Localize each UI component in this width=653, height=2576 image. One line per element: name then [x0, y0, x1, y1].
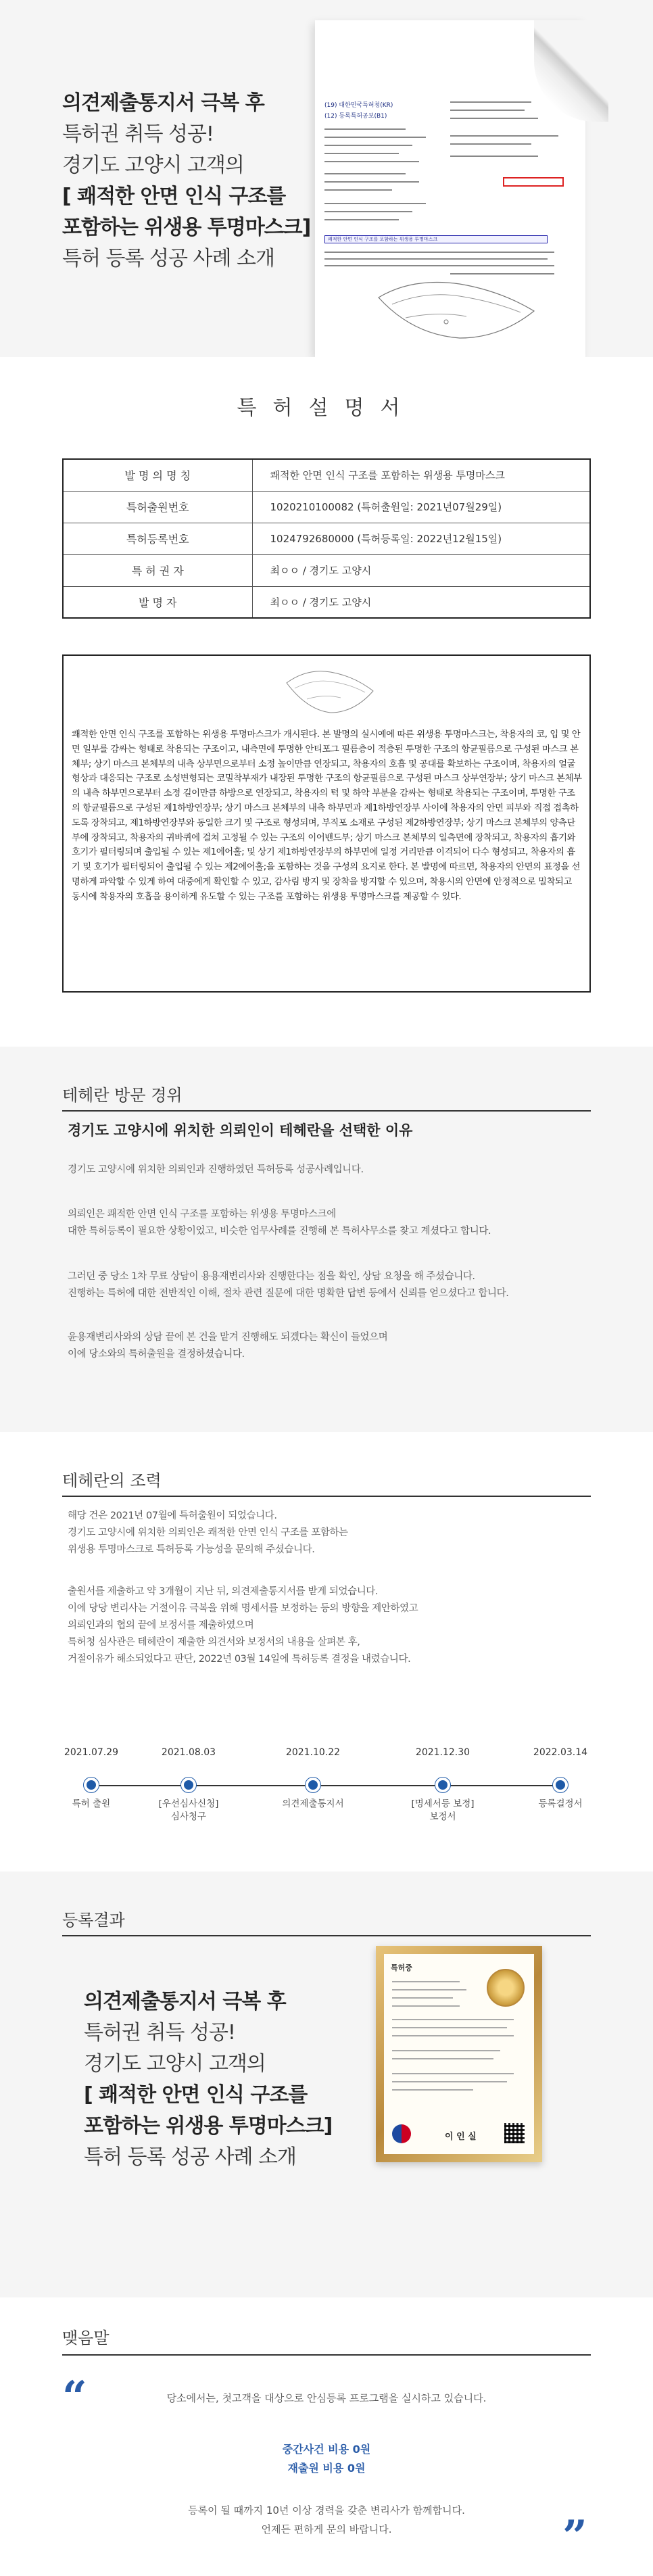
paragraph-line: 그러던 중 당소 1차 무료 상담이 용용재변리사와 진행한다는 점을 확인, 상담 요청을 해 주셨습니다. — [68, 1271, 475, 1282]
timeline-date: 2021.07.29 — [64, 1747, 119, 1758]
timeline — [62, 1744, 591, 1822]
paragraph — [68, 1329, 595, 1363]
certificate-frame — [376, 1946, 542, 2162]
close-quote-icon: ” — [562, 2511, 587, 2562]
hero-line: 특허권 취득 성공! — [62, 122, 214, 146]
hero-line: 경기도 고양시 고객의 — [62, 153, 244, 177]
doc-title-1: (19) 대한민국특허청(KR) — [324, 102, 393, 109]
help-section — [0, 1432, 653, 1871]
hero-section — [0, 0, 653, 357]
paragraph-line: 이에 당소와의 특허출원을 결정하셨습니다. — [68, 1349, 245, 1360]
timeline-label: [우선심사신청] — [158, 1798, 219, 1809]
result-line: 의견제출통지서 극복 후 — [84, 1990, 286, 2013]
gold-seal-icon — [487, 1969, 525, 2007]
paragraph-line: 위생용 투명마스크로 특허등록 가능성을 문의해 주셨습니다. — [68, 1544, 315, 1555]
doc-title-bar: 쾌적한 안면 인식 구조를 포함하는 위생용 투명마스크 — [324, 235, 548, 243]
timeline-label: 의견제출통지서 — [282, 1798, 344, 1809]
section-heading: 맺음말 — [62, 2329, 110, 2347]
timeline-label: 등록결정서 — [538, 1798, 583, 1809]
spec-value: 1020210100082 (특허출원일: 2021년07월29일) — [252, 491, 590, 523]
certificate-signature: 이 인 실 — [445, 2132, 477, 2142]
paragraph-line: 경기도 고양시에 위치한 의뢰인과 진행하였던 특허등록 성공사례입니다. — [68, 1164, 364, 1175]
paragraph-line: 이에 당당 변리사는 거절이유 극복을 위해 명세서를 보정하는 등의 방향을 제안하였고 — [68, 1603, 418, 1614]
timeline-label: [명세서등 보정] — [411, 1798, 475, 1809]
result-line: 포함하는 위생용 투명마스크] — [84, 2114, 333, 2138]
section-divider — [62, 1496, 591, 1497]
result-line: [ 쾌적한 안면 인식 구조를 — [84, 2083, 308, 2107]
paragraph — [68, 1162, 595, 1178]
section-divider — [62, 1935, 591, 1936]
spec-value: 쾌적한 안면 인식 구조를 포함하는 위생용 투명마스크 — [252, 459, 590, 491]
open-quote-icon: “ — [62, 2372, 87, 2423]
paragraph-line: 특허청 심사관은 테헤란이 제출한 의견서와 보정서의 내용을 살펴본 후, — [68, 1637, 360, 1648]
spec-value: 최ㅇㅇ / 경기도 고양시 — [252, 586, 590, 618]
closing-section — [0, 2297, 653, 2576]
timeline-label: 특허 출원 — [72, 1798, 111, 1809]
paragraph-line: 의뢰인은 쾌적한 안면 인식 구조를 포함하는 위생용 투명마스크에 — [68, 1209, 336, 1220]
spec-title: 특허설명서 — [237, 396, 416, 420]
mask-drawing — [280, 663, 381, 723]
timeline-item — [145, 1744, 233, 1823]
timeline-dot — [553, 1778, 568, 1792]
table-row — [63, 491, 590, 523]
spec-label: 특허출원번호 — [63, 491, 252, 523]
mask-drawing — [365, 270, 554, 352]
abstract-box — [62, 654, 591, 993]
closing-highlight: 중간사건 비용 0원 — [282, 2443, 371, 2456]
paragraph — [68, 1583, 595, 1668]
result-line: 특허권 취득 성공! — [84, 2021, 235, 2045]
result-copy — [84, 1986, 381, 2173]
section-heading: 테헤란의 조력 — [62, 1471, 162, 1490]
result-line: 특허 등록 성공 사례 소개 — [84, 2145, 296, 2169]
timeline-date: 2021.12.30 — [415, 1747, 470, 1758]
table-row — [63, 523, 590, 554]
spec-label: 발 명 자 — [63, 586, 252, 618]
spec-label: 특 허 권 자 — [63, 554, 252, 586]
section-divider — [62, 1110, 591, 1112]
paragraph-line: 의뢰인과의 협의 끝에 보정서를 제출하였으며 — [68, 1620, 254, 1631]
section-heading: 테헤란 방문 경위 — [62, 1086, 183, 1105]
paragraph-line: 해당 건은 2021년 07월에 특허출원이 되었습니다. — [68, 1510, 277, 1521]
spec-section — [0, 357, 653, 1047]
closing-line: 언제든 편하게 문의 바랍니다. — [261, 2523, 392, 2535]
paragraph-line: 진행하는 특허에 대한 전반적인 이해, 절차 관련 질문에 대한 명확한 답변 등에서 신뢰를 얻으셨다고 합니다. — [68, 1288, 509, 1299]
paragraph-line: 경기도 고양시에 위치한 의뢰인은 쾌적한 안면 인식 구조를 포함하는 — [68, 1527, 348, 1538]
timeline-item — [516, 1744, 604, 1811]
korea-emblem-icon — [392, 2124, 411, 2143]
timeline-dot — [435, 1778, 450, 1792]
spec-value: 최ㅇㅇ / 경기도 고양시 — [252, 554, 590, 586]
hero-copy — [62, 88, 339, 275]
timeline-item — [399, 1744, 487, 1823]
section-divider — [62, 2354, 591, 2356]
closing-line: 등록이 될 때까지 10년 이상 경력을 갖춘 변리사가 함께합니다. — [188, 2504, 465, 2517]
certificate-title: 특허증 — [391, 1963, 412, 1972]
result-line: 경기도 고양시 고객의 — [84, 2052, 266, 2076]
hero-line: 의견제출통지서 극복 후 — [62, 91, 264, 115]
visit-section — [0, 1047, 653, 1432]
paragraph — [68, 1268, 595, 1302]
paragraph-line: 윤용재변리사와의 상담 끝에 본 건을 맡겨 진행해도 되겠다는 확신이 들었으며 — [68, 1332, 388, 1343]
timeline-date: 2021.10.22 — [285, 1747, 341, 1758]
table-row — [63, 459, 590, 491]
hero-line: [ 쾌적한 안면 인식 구조를 — [62, 185, 286, 208]
timeline-label: 보정서 — [429, 1811, 456, 1822]
timeline-dot — [84, 1778, 99, 1792]
timeline-label: 심사청구 — [170, 1811, 207, 1822]
closing-line: 당소에서는, 첫고객을 대상으로 안심등록 프로그램을 실시하고 있습니다. — [166, 2392, 487, 2404]
visit-question: 경기도 고양시에 위치한 의뢰인이 테헤란을 선택한 이유 — [68, 1122, 413, 1139]
paragraph-line: 출원서를 제출하고 약 3개월이 지난 뒤, 의견제출통지서를 받게 되었습니다. — [68, 1586, 379, 1597]
qr-code-icon — [504, 2123, 525, 2143]
hero-line: 특허 등록 성공 사례 소개 — [62, 247, 274, 270]
table-row — [63, 554, 590, 586]
timeline-dot — [181, 1778, 196, 1792]
result-section — [0, 1871, 653, 2297]
patent-certificate — [384, 1954, 534, 2154]
doc-title-2: (12) 등록특허공보(B1) — [324, 113, 387, 120]
timeline-dot — [306, 1778, 320, 1792]
timeline-date: 2022.03.14 — [533, 1747, 588, 1758]
spec-value: 1024792680000 (특허등록일: 2022년12월15일) — [252, 523, 590, 554]
hero-line: 포함하는 위생용 투명마스크] — [62, 216, 311, 239]
doc-highlight-box — [503, 177, 564, 187]
table-row — [63, 586, 590, 618]
paragraph — [68, 1508, 595, 1558]
abstract-text: 쾌적한 안면 인식 구조를 포함하는 위생용 투명마스크가 개시된다. 본 발명의 실시예에 따른 위생용 투명마스크는, 착용자의 코, 입 및 안면 일부를 감싸는 형태로 착용되는 구조이고, 내측면에 투명한 안티포그 필름층이 적층된 투명한 구조의 항균필름으로 구성된 마스크 본체부; 상기 마스크 본체부의 내측 상부면으로부터 소정 높이만큼 연장되고, 착용자의 호흡 및 공대를 확보하는 구조이며, 착용자의 얼굴 형상과 대응되는 구조로 소성변형되는 코밀착부재가 내장된 투명한 구조의 항균필름으로 구성된 마스크 상부연장부; 상기 마스크 본체부의 내측 하부면으로부터 소정 길이만큼 하방으로 연장되고, 착용자의 턱 및 하악 부분을 감싸는 형태로 착용되는 구조이며, 투명한 구조의 항균필름으로 구성된 제1하방연장부; 상기 마스크 본체부의 내측 하부면과 제1하방연장부 사이에 착용자의 안면 피부와 직접 접촉하도록 장착되고, 제1하방연장부와 동일한 크기 및 구조로 형성되며, 부직포 소재로 구성된 제2하방연장부; 상기 마스크 본체부의 양측단부에 장착되고, 착용자의 귀바퀴에 걸쳐 고정될 수 있는 구조의 이어밴드부; 상기 마스크 본체부의 일측면에 장착되고, 착용자의 흡기와 호기가 필터링되며 출입될 수 있는 제1에어홀; 및 상기 제1하방연장부의 하부면에 일정 거리만큼 이격되어 다수 형성되고, 착용자의 흡기 및 호기가 필터링되어 출입될 수 있는 제2에어홀;을 포함하는 것을 구성의 요지로 한다. 본 발명에 따르면, 착용자의 안면의 표정을 선명하게 파악할 수 있게 하여 대중에게 확인할 수 있고, 감사림 방지 및 장착을 방지할 수 있으며, 착용시의 안면에 안정적으로 밀착되고 동시에 착용자의 호흡을 용이하게 유도할 수 있는 구조를 포함하는 위생용 투명마스크를 제공할 수 있다. — [72, 730, 582, 902]
closing-highlight: 재출원 비용 0원 — [287, 2462, 366, 2475]
spec-label: 특허등록번호 — [63, 523, 252, 554]
spec-table — [62, 458, 591, 619]
section-heading: 등록결과 — [62, 1911, 125, 1930]
timeline-item — [269, 1744, 357, 1811]
paragraph-line: 대한 특허등록이 필요한 상황이었고, 비슷한 업무사례를 진행해 본 특허사무소를 찾고 계셨다고 합니다. — [68, 1226, 491, 1237]
spec-label: 발 명 의 명 칭 — [63, 459, 252, 491]
timeline-item — [47, 1744, 135, 1811]
paragraph-line: 거절이유가 해소되었다고 판단, 2022년 03월 14일에 특허등록 결정을 내렸습니다. — [68, 1654, 411, 1665]
paragraph — [68, 1206, 595, 1240]
timeline-date: 2021.08.03 — [161, 1747, 216, 1758]
